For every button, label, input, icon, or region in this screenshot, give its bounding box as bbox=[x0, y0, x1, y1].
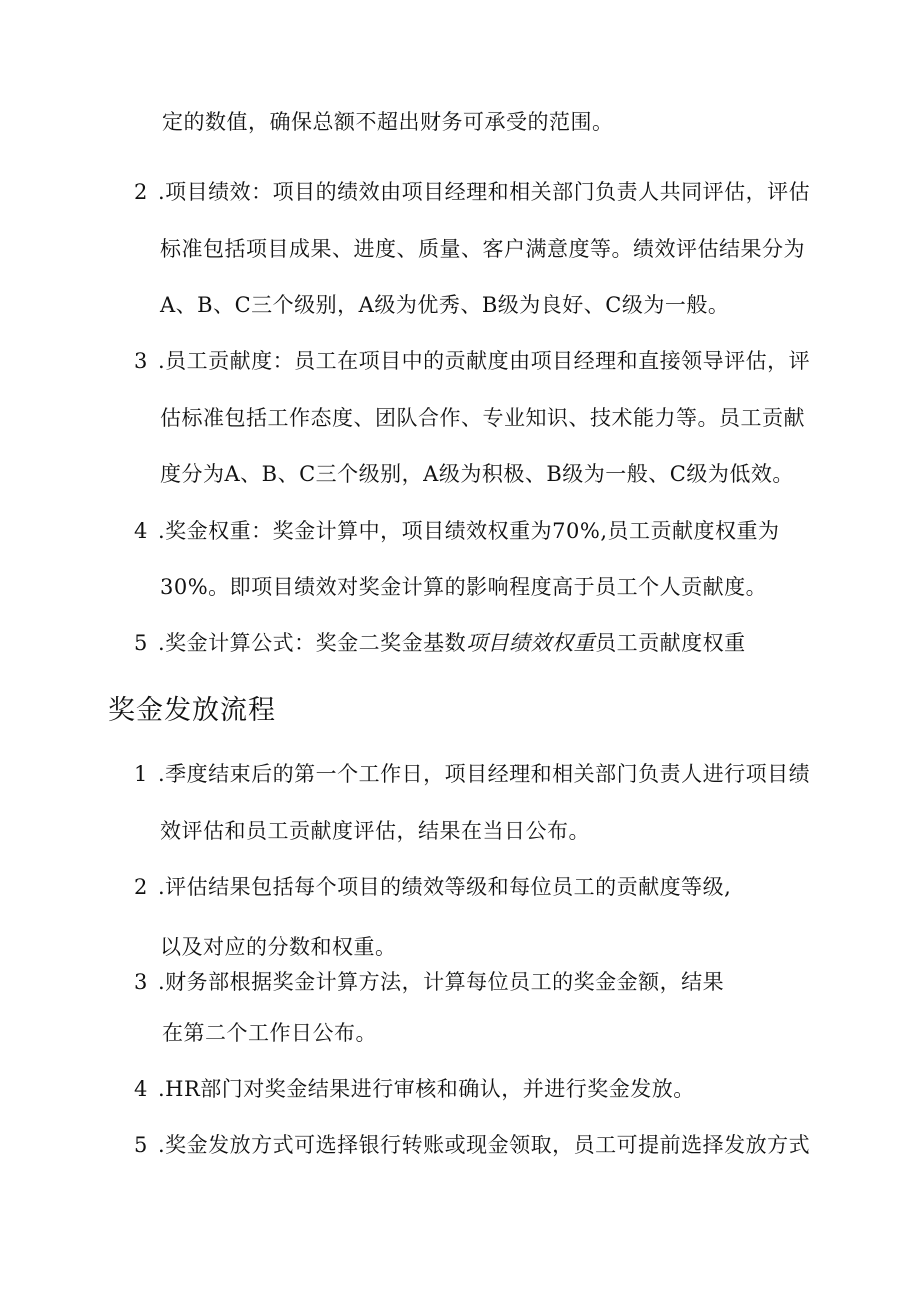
list-item-text: 估标准包括工作态度、团队合作、专业知识、技术能力等。员工贡献 bbox=[160, 406, 805, 430]
list-item-text: 度分为A、B、C三个级别，A级为积极、B级为一般、C级为低效。 bbox=[160, 462, 794, 486]
list-item-number: 1 bbox=[134, 762, 148, 786]
list-item-text: 30%。即项目绩效对奖金计算的影响程度高于员工个人贡献度。 bbox=[160, 575, 768, 599]
list-item-text: A、B、C三个级别，A级为优秀、B级为良好、C级为一般。 bbox=[160, 293, 730, 317]
list-item-text: .季度结束后的第一个工作日，项目经理和相关部门负责人进行项目绩 bbox=[158, 762, 811, 786]
list-item-text: .项目绩效：项目的绩效由项目经理和相关部门负责人共同评估，评估 bbox=[158, 180, 811, 204]
list-item-text: 效评估和员工贡献度评估，结果在当日公布。 bbox=[160, 819, 590, 843]
list-item-text: 标准包括项目成果、进度、质量、客户满意度等。绩效评估结果分为 bbox=[160, 237, 805, 261]
list-item-number: 4 bbox=[134, 519, 148, 543]
list-item-text: 在第二个工作日公布。 bbox=[162, 1021, 377, 1045]
list-item-text: .员工贡献度：员工在项目中的贡献度由项目经理和直接领导评估，评 bbox=[158, 349, 811, 373]
list-item-number: 2 bbox=[134, 180, 148, 204]
list-item-number: 5 bbox=[134, 631, 148, 655]
list-item-number: 2 bbox=[134, 875, 148, 899]
formula-line bbox=[158, 629, 746, 657]
list-item-text: .奖金发放方式可选择银行转账或现金领取，员工可提前选择发放方式 bbox=[158, 1133, 811, 1157]
list-item-text: .奖金权重：奖金计算中，项目绩效权重为70%,员工贡献度权重为 bbox=[158, 519, 780, 543]
list-item-text: 以及对应的分数和权重。 bbox=[160, 935, 397, 959]
formula-prefix: .奖金计算公式：奖金二奖金基数 bbox=[158, 631, 467, 655]
list-item-text: .HR部门对奖金结果进行审核和确认，并进行奖金发放。 bbox=[158, 1077, 695, 1101]
list-item-text: .财务部根据奖金计算方法，计算每位员工的奖金金额，结果 bbox=[158, 970, 725, 994]
section-heading: 奖金发放流程 bbox=[108, 695, 276, 726]
list-item-number: 5 bbox=[134, 1133, 148, 1157]
list-item-number: 3 bbox=[134, 970, 148, 994]
formula-italic: 项目绩效权重 bbox=[466, 631, 596, 655]
list-item-number: 4 bbox=[134, 1077, 148, 1101]
list-item-number: 3 bbox=[134, 349, 148, 373]
paragraph-continuation: 定的数值，确保总额不超出财务可承受的范围。 bbox=[162, 110, 614, 134]
formula-suffix: 员工贡献度权重 bbox=[595, 631, 746, 655]
list-item-text: .评估结果包括每个项目的绩效等级和每位员工的贡献度等级, bbox=[158, 875, 732, 899]
